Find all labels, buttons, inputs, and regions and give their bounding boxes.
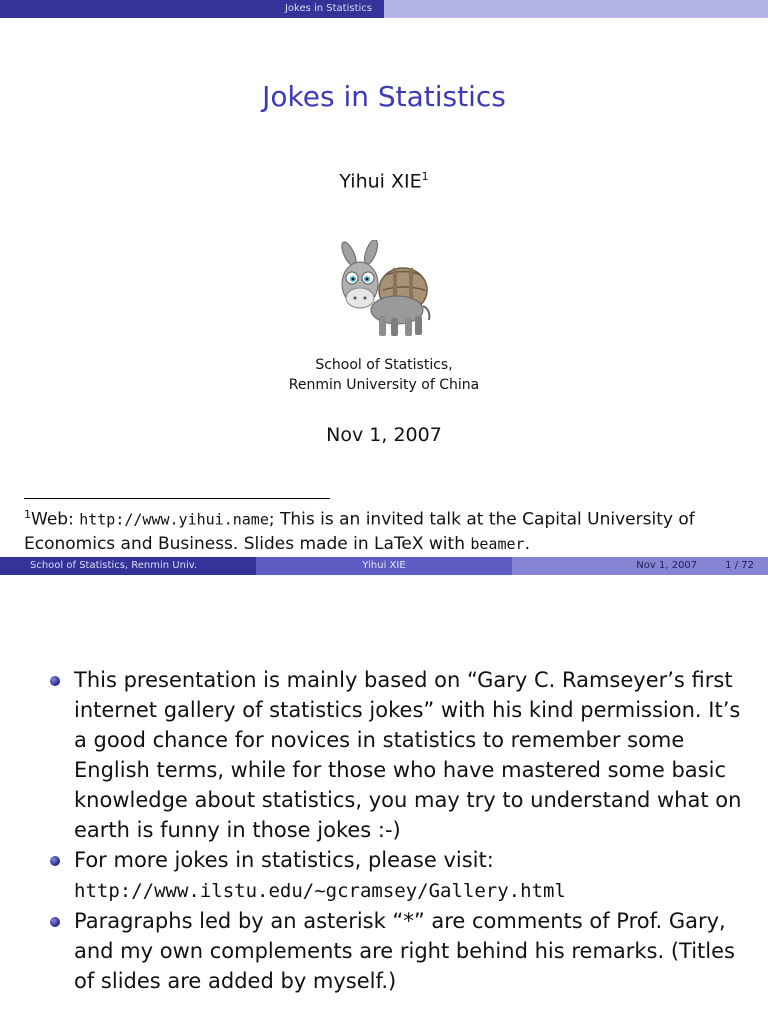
bullet-text: Paragraphs led by an asterisk “*” are comments of Prof. Gary, and my own complements are right behind his remarks. (Titles of slides are added by myself.)	[74, 909, 735, 993]
presentation-title: Jokes in Statistics	[262, 80, 506, 113]
header-bar-fill	[384, 0, 768, 18]
homepage-link[interactable]: http://www.yihui.name	[79, 510, 269, 529]
header-bar	[0, 0, 768, 18]
donkey-logo	[331, 240, 435, 340]
institution-line-2: Renmin University of China	[288, 377, 480, 393]
gallery-link[interactable]: http://www.ilstu.edu/~gcramsey/Gallery.html	[74, 880, 566, 902]
footnote-end: .	[524, 533, 530, 554]
bullet-text: For more jokes in statistics, please visit:	[74, 848, 494, 872]
institution	[0, 355, 768, 395]
beamer-package: beamer	[470, 534, 525, 553]
bullet-icon	[50, 676, 60, 686]
page-number: 1 / 72	[725, 560, 754, 571]
bullet-item	[48, 845, 748, 906]
bullet-text: This presentation is mainly based on “Gary C. Ramseyer’s first internet gallery of statistics jokes” with his kind permission. It’s a good chance for novices in statistics to remember some English terms, while for those who have mastered some basic knowledge about statistics, you may try to understand what on earth is funny in those jokes :-)	[74, 668, 742, 842]
institution-line-1: School of Statistics,	[315, 357, 453, 373]
presentation-date: Nov 1, 2007	[326, 424, 442, 446]
author	[0, 170, 768, 192]
footer-institute: School of Statistics, Renmin Univ.	[0, 557, 256, 575]
footnote-mark: 1	[24, 508, 31, 521]
intro-slide	[0, 575, 768, 1024]
footer-right	[512, 557, 768, 575]
footer-date: Nov 1, 2007	[636, 560, 698, 571]
header-title: Jokes in Statistics	[0, 0, 384, 18]
footer-bar	[0, 557, 768, 575]
footnote-label: Web:	[31, 509, 80, 530]
footnote-text-b: with	[423, 533, 471, 554]
author-footnote-mark: 1	[421, 170, 429, 183]
footer-author: Yihui XIE	[256, 557, 512, 575]
author-name: Yihui XIE	[339, 170, 422, 193]
footnote-text-a: ; This is an invited talk at the Capital University of Economics and Business. Slides made in	[24, 509, 695, 554]
bullet-item	[48, 906, 748, 996]
footnote	[24, 503, 744, 556]
bullet-item	[48, 665, 748, 845]
bullet-list	[48, 665, 748, 996]
footnote-rule	[24, 498, 330, 499]
bullet-icon	[50, 856, 60, 866]
latex-logo: LaTeX	[374, 533, 424, 554]
bullet-icon	[50, 917, 60, 927]
